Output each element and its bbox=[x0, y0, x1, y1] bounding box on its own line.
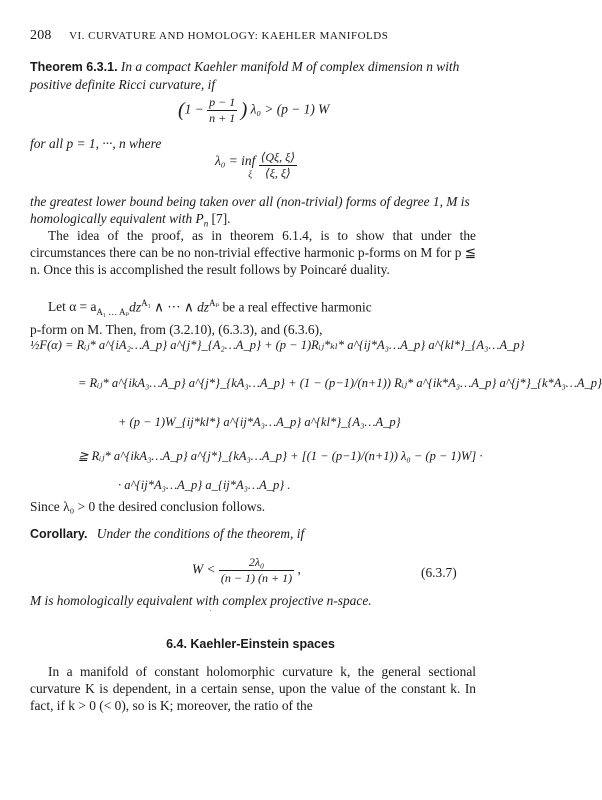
proof-conclusion: Since λ₀ > 0 the desired conclusion follows. bbox=[30, 499, 266, 514]
lambda-definition: λ₀ = inf ξ $\frac{⟨Q\xi, \xi⟩}{⟨\xi, \xi⟩}$ bbox=[215, 150, 295, 180]
for-all-clause: for all p = 1, ···, n where bbox=[30, 136, 162, 151]
theorem-statement bbox=[30, 58, 476, 93]
running-header bbox=[30, 27, 388, 44]
corollary-label: Corollary. bbox=[30, 527, 88, 541]
corollary-fraction: $\frac{\text{2λ₀}}{(n - 1) (n + 1)}$ bbox=[220, 555, 293, 585]
proof-paragraph: The idea of the proof, as in theorem 6.1.4, is to show that under the circumstances there can be no non-trivial effective harmonic p-forms on M for p ≦ n. Once this is accomplished the result follows by Poincaré duality. bbox=[30, 228, 476, 277]
proof-let-line: Let $\alpha = a_{A_1 \dots A_p}dz^{A_1}$ ∧ ··· ∧ $dz^{A_p}$ be a real effective harmonic p-form on M. Then, from (3.2.10), (6.3.3), and (6.3.6), bbox=[30, 298, 372, 338]
theorem-inequality: (1 − $\frac{p - 1}{n + 1}$ ) λ₀ > (p − 1) W bbox=[178, 95, 330, 125]
equation-line-4: ≧ Rᵢⱼ* a^{ikA₃…A_p} a^{j*}_{kA₃…A_p} + [(1 − (p−1)/(n+1)) λ₀ − (p − 1)W] · bbox=[78, 449, 483, 463]
corollary-inequality: W < $\frac{\text{2λ₀}}{(n - 1) (n + 1)}$ , bbox=[192, 555, 301, 585]
divider-dot bbox=[210, 610, 211, 611]
page-number: 208 bbox=[30, 28, 52, 43]
theorem-text: In a compact Kaehler manifold M of complex dimension n with positive definite Ricci curvature, if bbox=[30, 59, 460, 92]
equation-line-5: · a^{ij*A₃…A_p} a_{ij*A₃…A_p} . bbox=[118, 478, 291, 492]
section-paragraph: In a manifold of constant holomorphic curvature k, the general sectional curvature K is dependent, in a certain sense, upon the value of the constant k. In fact, if k > 0 (< 0), so is K; moreover, the ratio of the bbox=[30, 664, 476, 713]
fraction: $\frac{p - 1}{n + 1}$ bbox=[209, 95, 236, 125]
inequality-rhs: λ₀ > (p − 1) W bbox=[250, 101, 330, 117]
equation-number: (6.3.7) bbox=[421, 565, 457, 580]
equation-line-1: ½F(α) = Rᵢⱼ* a^{iA₂…A_p} a^{j*}_{A₂…A_p} + (p − 1)Rᵢⱼ*ₖₗ* a^{ij*A₃…A_p} a^{kl*}_{A₃…A_p} bbox=[30, 338, 525, 352]
corollary-text: Under the conditions of the theorem, if bbox=[96, 526, 305, 541]
theorem-label: Theorem 6.3.1. bbox=[30, 60, 118, 74]
equation-line-3: + (p − 1)W_{ij*kl*} a^{ij*A₃…A_p} a^{kl*}_{A₃…A_p} bbox=[118, 415, 401, 429]
equation-line-2: = Rᵢⱼ* a^{ikA₃…A_p} a^{j*}_{kA₃…A_p} + (1 − (p−1)/(n+1)) Rᵢⱼ* a^{ik*A₃…A_p} a^{j*}_{k*A₃…A_p} bbox=[78, 376, 602, 390]
corollary-statement bbox=[30, 525, 304, 543]
running-title: VI. CURVATURE AND HOMOLOGY: KAEHLER MANIFOLDS bbox=[69, 30, 389, 42]
quotient-fraction: $\frac{⟨Q\xi, \xi⟩}{⟨\xi, \xi⟩}$ bbox=[260, 150, 295, 180]
corollary-conclusion: M is homologically equivalent with complex projective n-space. bbox=[30, 593, 372, 608]
section-heading: 6.4. Kaehler-Einstein spaces bbox=[166, 637, 335, 651]
theorem-conclusion: the greatest lower bound being taken over all (non-trivial) forms of degree 1, M is homologically equivalent with $P_n$ [7]. bbox=[30, 194, 470, 229]
